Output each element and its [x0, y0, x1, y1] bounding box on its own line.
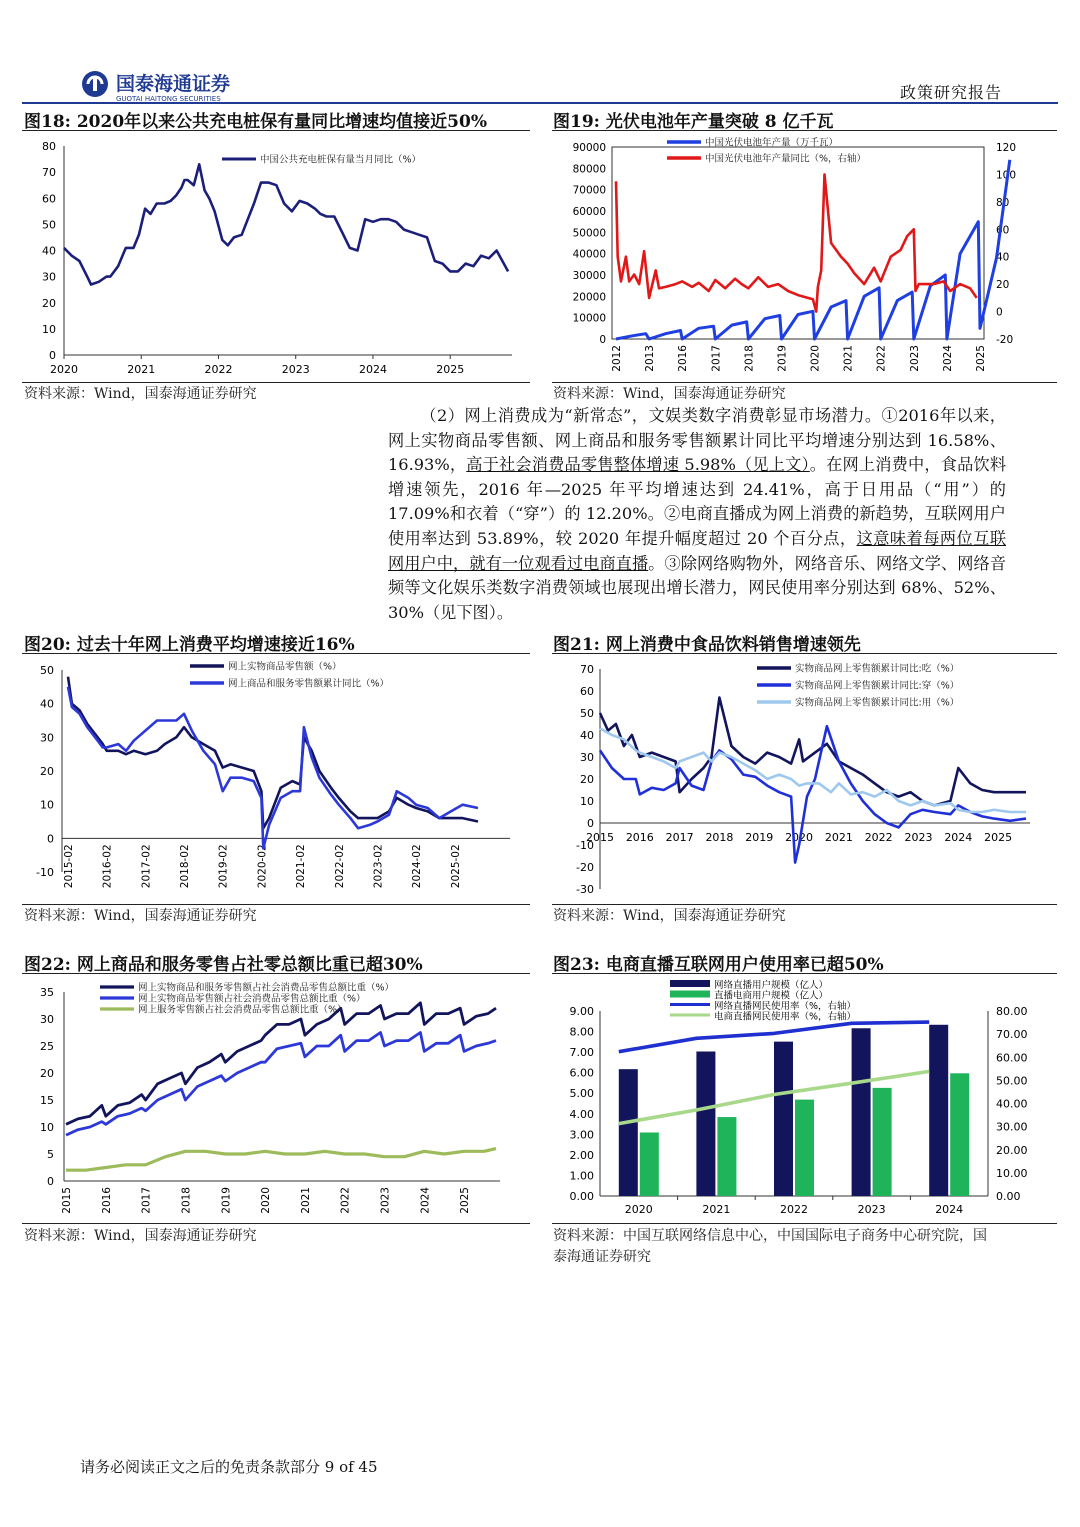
- fig19-legend-0-label: 中国光伏电池年产量（万千瓦）: [705, 137, 839, 149]
- body-paragraph: [388, 404, 1006, 625]
- fig23-bar-1: [950, 1073, 969, 1196]
- fig21-y-tick: 70: [580, 663, 594, 676]
- fig19-source: 资料来源：Wind，国泰海通证券研究: [553, 386, 786, 402]
- fig22-y-tick: 35: [40, 986, 54, 999]
- fig20-x-tick: 2022-02: [333, 844, 346, 889]
- fig23-source: 资料来源：中国互联网络信息中心，中国国际电子商务中心研究院，国: [553, 1228, 987, 1244]
- fig19-y-right-tick: 40: [996, 251, 1010, 264]
- fig20-legend-1-label: 网上商品和服务零售额累计同比（%）: [228, 678, 390, 690]
- fig22-y-tick: 10: [40, 1121, 54, 1134]
- header-divider: [22, 102, 1058, 104]
- fig19-series-1: [616, 174, 977, 311]
- fig19-plot-frame: [612, 147, 984, 339]
- fig23-y-left-tick: 9.00: [569, 1005, 594, 1018]
- fig23-legend-label: 网络直播用户规模（亿人）: [714, 980, 829, 991]
- fig20-y-tick: 10: [40, 798, 54, 812]
- fig20-x-tick: 2018-02: [179, 844, 192, 889]
- fig23-bar-0: [929, 1025, 948, 1196]
- fig21-x-tick: 2018: [705, 831, 734, 844]
- fig22-legend-2-label: 网上服务零售额占社会消费品零售总额比重（%）: [138, 1004, 347, 1016]
- fig23-legend-label: 网络直播网民使用率（%，右轴）: [714, 1001, 857, 1012]
- fig19-y-right-tick: -20: [996, 334, 1014, 346]
- fig23-y-right-tick: 80.00: [996, 1005, 1028, 1018]
- fig18-y-tick: 70: [42, 166, 56, 180]
- fig23-bar-0: [619, 1069, 638, 1196]
- fig21-legend-0-label: 实物商品网上零售额累计同比:吃（%）: [795, 663, 960, 675]
- fig23-y-left-tick: 8.00: [569, 1025, 594, 1039]
- fig23-legend-swatch: [670, 991, 710, 998]
- fig21-y-tick: -10: [576, 839, 594, 852]
- fig18-x-tick: 2021: [127, 363, 156, 376]
- fig20-legend-0-label: 网上实物商品零售额（%）: [228, 661, 342, 673]
- fig23-y-left-tick: 2.00: [569, 1148, 594, 1162]
- fig20-title: 图20: 过去十年网上消费平均增速接近16%: [24, 635, 355, 655]
- fig19-x-tick: 2016: [677, 345, 690, 372]
- fig21-legend-2-label: 实物商品网上零售额累计同比:用（%）: [795, 697, 960, 709]
- fig20-chart: [22, 656, 530, 903]
- fig18-x-tick: 2023: [281, 363, 310, 376]
- fig19-y-right-tick: 60: [996, 224, 1010, 237]
- fig19-y-left-tick: 10000: [572, 312, 606, 325]
- page-footer: 请务必阅读正文之后的免责条款部分 9 of 45: [80, 1458, 378, 1476]
- fig23-x-tick: 2024: [935, 1203, 964, 1216]
- fig19-y-left-tick: 40000: [572, 248, 606, 261]
- fig23-x-tick: 2023: [857, 1203, 886, 1216]
- fig19-y-left-tick: 80000: [572, 163, 606, 176]
- fig23-y-left-tick: 0.00: [569, 1190, 594, 1203]
- fig22-y-tick: 0: [47, 1175, 54, 1188]
- fig20-source: 资料来源：Wind，国泰海通证券研究: [24, 908, 257, 924]
- para-underline-2: 这意味着每两位互联网用户中，就有一位观看过电商直播: [388, 528, 1007, 573]
- fig21-y-tick: -20: [576, 861, 594, 874]
- report-type: 政策研究报告: [899, 83, 1002, 102]
- fig23-legend-label: 电商直播网民使用率（%，右轴）: [714, 1011, 857, 1023]
- fig19-x-tick: 2024: [941, 345, 954, 372]
- para-part-3: 。③除网络购物外，网络音乐、网络文学、网络音频等文化娱乐类数字消费领域也展现出增长潜力，网民使用率分别达到 68%、52%、30%（见下图）。: [388, 553, 1007, 622]
- fig21-x-tick: 2025: [984, 831, 1013, 844]
- fig20-x-tick: 2017-02: [140, 844, 153, 889]
- fig21-x-tick: 2021: [824, 831, 853, 844]
- fig19-x-tick: 2018: [743, 345, 756, 372]
- fig23-y-right-tick: 40.00: [996, 1097, 1028, 1111]
- fig18-legend-label: 中国公共充电桩保有量当月同比（%）: [260, 154, 422, 166]
- fig20-x-tick: 2025-02: [449, 844, 462, 889]
- fig23-y-left-tick: 7.00: [569, 1046, 594, 1060]
- fig23-y-right-tick: 10.00: [996, 1166, 1028, 1180]
- fig21-y-tick: 20: [580, 773, 594, 786]
- fig23-chart: [552, 976, 1057, 1223]
- fig18-x-tick: 2024: [358, 363, 387, 376]
- fig23-y-left-tick: 6.00: [569, 1066, 594, 1080]
- fig22-x-tick: 2025: [459, 1187, 472, 1214]
- fig21-y-tick: 30: [580, 751, 594, 764]
- fig20-x-tick: 2023-02: [372, 844, 385, 889]
- fig23-bar-1: [640, 1132, 659, 1196]
- fig23-bar-1: [873, 1088, 892, 1196]
- fig23-y-left-tick: 5.00: [569, 1087, 594, 1101]
- fig23-y-right-tick: 20.00: [996, 1143, 1028, 1157]
- fig19-y-right-tick: 80: [996, 196, 1010, 209]
- fig22-x-tick: 2021: [299, 1187, 312, 1214]
- fig19-y-left-tick: 0: [599, 334, 606, 346]
- fig20-y-tick: 20: [40, 765, 54, 778]
- fig22-source: 资料来源：Wind，国泰海通证券研究: [24, 1228, 257, 1244]
- fig18-y-tick: 10: [42, 322, 56, 336]
- fig21-y-tick: 10: [580, 795, 594, 808]
- fig19-x-tick: 2022: [875, 345, 888, 372]
- fig19-y-right-tick: 100: [996, 169, 1017, 182]
- fig18-series-line: [64, 164, 508, 284]
- fig22-x-tick: 2019: [220, 1187, 233, 1214]
- fig19-legend-1-label: 中国光伏电池年产量同比（%，右轴）: [705, 153, 867, 165]
- fig19-y-right-tick: 20: [996, 279, 1010, 292]
- fig23-bar-1: [717, 1117, 736, 1196]
- fig18-y-tick: 80: [42, 140, 56, 153]
- fig21-y-tick: 0: [587, 817, 594, 830]
- fig21-y-tick: -30: [576, 883, 594, 896]
- fig22-y-tick: 15: [40, 1094, 54, 1107]
- fig19-series-0: [616, 160, 1010, 339]
- fig20-y-tick: -10: [36, 866, 54, 879]
- fig19-chart: [552, 134, 1057, 382]
- fig19-x-tick: 2023: [908, 345, 921, 372]
- fig22-chart: [22, 976, 530, 1223]
- fig22-x-tick: 2022: [339, 1187, 352, 1214]
- fig21-x-tick: 2024: [944, 831, 973, 844]
- fig21-x-tick: 2020: [785, 831, 814, 844]
- fig22-series-1: [66, 1033, 496, 1136]
- fig21-chart: [552, 656, 1057, 903]
- fig18-y-tick: 50: [42, 218, 56, 232]
- fig19-title: 图19: 光伏电池年产量突破 8 亿千瓦: [553, 112, 834, 132]
- fig22-x-tick: 2023: [379, 1187, 392, 1214]
- fig19-x-tick: 2017: [710, 345, 723, 372]
- fig19-y-left-tick: 60000: [572, 206, 606, 218]
- fig22-x-tick: 2016: [100, 1187, 113, 1214]
- fig21-series-2: [600, 728, 1026, 812]
- fig18-y-tick: 20: [42, 296, 56, 310]
- fig23-legend-swatch: [670, 980, 710, 987]
- fig21-y-tick: 40: [580, 729, 594, 742]
- logo-text-cn: 国泰海通证券: [116, 73, 231, 95]
- fig23-source-cont: 泰海通证券研究: [553, 1249, 651, 1265]
- fig19-x-tick: 2012: [611, 345, 623, 372]
- fig19-y-right-tick: 120: [996, 142, 1017, 154]
- fig22-x-tick: 2017: [140, 1187, 153, 1214]
- fig19-rule: [552, 130, 1057, 131]
- fig21-x-tick: 2019: [745, 831, 774, 844]
- fig18-x-tick: 2022: [204, 363, 233, 376]
- fig18-title: 图18: 2020年以来公共充电桩保有量同比增速均值接近50%: [24, 112, 487, 132]
- fig23-x-tick: 2022: [780, 1203, 808, 1216]
- fig19-x-tick: 2025: [975, 345, 987, 372]
- fig19-x-tick: 2013: [644, 345, 657, 372]
- fig21-legend-1-label: 实物商品网上零售额累计同比:穿（%）: [795, 680, 960, 692]
- para-part-1: （2）网上消费成为“新常态”，文娱类数字消费彰显市场潜力。①2016年以来，网上实物商品零售额、网上商品和服务零售额累计同比平均增速分别达到 16.58%、16.93%，: [388, 406, 1006, 475]
- fig23-y-right-tick: 0.00: [996, 1190, 1021, 1203]
- fig20-x-tick: 2016-02: [101, 844, 114, 889]
- fig21-title: 图21: 网上消费中食品饮料销售增速领先: [553, 635, 861, 655]
- fig18-y-tick: 30: [42, 270, 56, 284]
- fig19-x-tick: 2020: [809, 345, 822, 372]
- fig20-y-tick: 30: [40, 731, 54, 745]
- fig18-chart: [22, 134, 530, 382]
- fig18-y-tick: 0: [49, 349, 56, 362]
- fig23-y-left-tick: 4.00: [569, 1107, 594, 1121]
- fig23-legend-label: 直播电商用户规模（亿人）: [714, 990, 829, 1002]
- fig19-y-left-tick: 90000: [572, 142, 606, 154]
- logo-text-en: GUOTAI HAITONG SECURITIES: [116, 95, 221, 103]
- fig21-x-tick: 2023: [904, 831, 933, 844]
- fig20-x-tick: 2024-02: [411, 844, 424, 889]
- fig22-y-tick: 30: [40, 1013, 54, 1026]
- fig22-y-tick: 20: [40, 1067, 54, 1080]
- fig20-x-tick: 2019-02: [217, 844, 230, 889]
- fig18-y-tick: 60: [42, 192, 56, 206]
- para-underline-1: 高于社会消费品零售整体增速 5.98%（见上文）: [466, 455, 810, 475]
- fig19-x-tick: 2021: [842, 345, 855, 372]
- fig20-x-tick: 2021-02: [295, 844, 308, 889]
- fig23-y-right-tick: 60.00: [996, 1051, 1028, 1065]
- fig23-bar-0: [774, 1042, 793, 1196]
- fig22-x-tick: 2020: [260, 1187, 273, 1214]
- fig23-y-right-tick: 70.00: [996, 1028, 1028, 1042]
- fig22-y-tick: 5: [47, 1148, 54, 1161]
- fig21-x-tick: 2016: [625, 831, 654, 844]
- fig21-x-tick: 2022: [864, 831, 893, 844]
- fig21-x-tick: 2017: [665, 831, 694, 844]
- fig20-y-tick: 0: [47, 832, 54, 846]
- fig22-legend-1-label: 网上实物商品零售额占社会消费品零售总额比重（%）: [138, 993, 366, 1005]
- fig22-y-tick: 25: [40, 1040, 54, 1053]
- company-logo: [78, 68, 268, 104]
- fig23-x-tick: 2020: [624, 1203, 653, 1216]
- fig20-x-tick: 2020-02: [256, 844, 269, 889]
- fig22-x-tick: 2024: [419, 1187, 432, 1214]
- fig19-y-left-tick: 30000: [572, 270, 606, 282]
- fig22-series-2: [66, 1149, 496, 1171]
- fig23-y-right-tick: 50.00: [996, 1074, 1028, 1088]
- para-part-2: 。在网上消费中，食品饮料增速领先，2016 年—2025 年平均增速达到 24.41%，高于日用品（“用”）的 17.09%和衣着（“穿”）的 12.20%。②电商直播成为网上消费的新趋势，互联网用户使用率达到 53.89%，较 2020 年提升幅度超过 20 个百分点，: [388, 455, 1007, 548]
- fig22-legend-0-label: 网上实物商品和服务零售额占社会消费品零售总额比重（%）: [138, 982, 395, 994]
- fig23-y-right-tick: 30.00: [996, 1120, 1028, 1134]
- fig21-x-tick: 2015: [586, 831, 614, 844]
- fig20-y-tick: 50: [40, 664, 54, 677]
- fig20-y-tick: 40: [40, 697, 54, 711]
- fig21-source: 资料来源：Wind，国泰海通证券研究: [553, 908, 786, 924]
- fig23-bar-1: [795, 1100, 814, 1196]
- fig23-bar-0: [696, 1051, 715, 1196]
- fig18-rule: [22, 130, 530, 131]
- fig18-x-tick: 2020: [50, 363, 78, 376]
- fig21-y-tick: 50: [580, 707, 594, 720]
- fig23-y-left-tick: 3.00: [569, 1128, 594, 1142]
- fig19-y-right-tick: 0: [996, 306, 1003, 319]
- fig23-y-left-tick: 1.00: [569, 1169, 594, 1183]
- fig22-title: 图22: 网上商品和服务零售占社零总额比重已超30%: [24, 955, 423, 975]
- fig23-bar-0: [852, 1028, 871, 1196]
- fig22-x-tick: 2015: [61, 1187, 73, 1214]
- fig21-y-tick: 60: [580, 685, 594, 698]
- fig20-series-1: [68, 687, 478, 849]
- fig19-y-left-tick: 70000: [572, 184, 606, 197]
- fig18-source: 资料来源：Wind，国泰海通证券研究: [24, 386, 257, 402]
- fig18-x-tick: 2025: [436, 363, 465, 376]
- fig19-y-left-tick: 50000: [572, 227, 606, 240]
- fig22-series-0: [66, 1003, 496, 1125]
- fig20-x-tick: 2015-02: [63, 844, 75, 889]
- fig19-y-left-tick: 20000: [572, 291, 606, 304]
- fig18-y-tick: 40: [42, 244, 56, 258]
- fig23-x-tick: 2021: [702, 1203, 731, 1216]
- fig23-title: 图23: 电商直播互联网用户使用率已超50%: [553, 955, 884, 975]
- fig19-x-tick: 2019: [776, 345, 789, 372]
- fig22-x-tick: 2018: [180, 1187, 193, 1214]
